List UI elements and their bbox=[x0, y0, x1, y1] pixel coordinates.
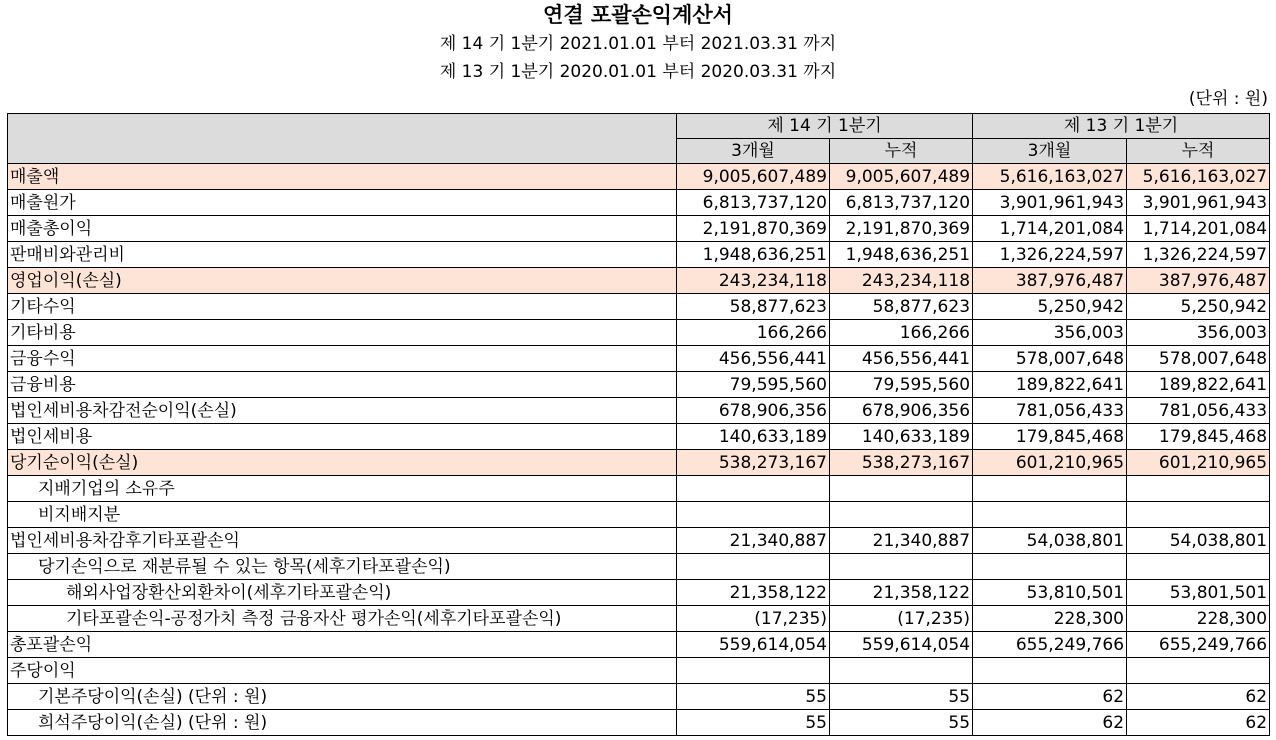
row-label: 주당이익 bbox=[8, 658, 677, 684]
header-account-cell bbox=[8, 114, 677, 164]
row-value: 62 bbox=[973, 710, 1127, 736]
row-value: 21,340,887 bbox=[677, 528, 830, 554]
row-value: 1,714,201,084 bbox=[1127, 216, 1270, 242]
row-value: 55 bbox=[830, 710, 973, 736]
row-value: 62 bbox=[1127, 710, 1270, 736]
row-value: 538,273,167 bbox=[677, 450, 830, 476]
row-value: 179,845,468 bbox=[973, 424, 1127, 450]
row-label: 희석주당이익(손실) (단위 : 원) bbox=[8, 710, 677, 736]
row-value: 456,556,441 bbox=[677, 346, 830, 372]
row-value: 678,906,356 bbox=[677, 398, 830, 424]
row-value: 3,901,961,943 bbox=[1127, 190, 1270, 216]
row-value: 53,801,501 bbox=[1127, 580, 1270, 606]
row-value: 243,234,118 bbox=[677, 268, 830, 294]
row-value: 6,813,737,120 bbox=[677, 190, 830, 216]
table-row bbox=[8, 268, 1270, 294]
table-row bbox=[8, 320, 1270, 346]
row-label: 지배기업의 소유주 bbox=[8, 476, 677, 502]
period-current: 제 14 기 1분기 2021.01.01 부터 2021.03.31 까지 bbox=[439, 34, 837, 54]
row-value: 5,616,163,027 bbox=[973, 164, 1127, 190]
row-label: 금융수익 bbox=[8, 346, 677, 372]
row-label: 비지배지분 bbox=[8, 502, 677, 528]
row-value: 228,300 bbox=[1127, 606, 1270, 632]
titles bbox=[0, 0, 1276, 86]
row-value: (17,235) bbox=[677, 606, 830, 632]
row-label: 기타비용 bbox=[8, 320, 677, 346]
row-value bbox=[1127, 658, 1270, 684]
statement-title: 연결 포괄손익계산서 bbox=[543, 3, 733, 27]
row-value: 54,038,801 bbox=[1127, 528, 1270, 554]
row-value: 3,901,961,943 bbox=[973, 190, 1127, 216]
row-value bbox=[677, 476, 830, 502]
row-value: 140,633,189 bbox=[677, 424, 830, 450]
row-value: 655,249,766 bbox=[1127, 632, 1270, 658]
header-prior-period: 제 13 기 1분기 bbox=[973, 114, 1270, 139]
header-current-three-months: 3개월 bbox=[677, 139, 830, 164]
table-row bbox=[8, 450, 1270, 476]
row-label: 기본주당이익(손실) (단위 : 원) bbox=[8, 684, 677, 710]
row-label: 영업이익(손실) bbox=[8, 268, 677, 294]
row-label: 법인세비용차감전순이익(손실) bbox=[8, 398, 677, 424]
table-row bbox=[8, 528, 1270, 554]
row-value: 189,822,641 bbox=[973, 372, 1127, 398]
row-label: 법인세비용 bbox=[8, 424, 677, 450]
row-value: 140,633,189 bbox=[830, 424, 973, 450]
header-current-cumulative: 누적 bbox=[830, 139, 973, 164]
table-row bbox=[8, 190, 1270, 216]
row-value: 655,249,766 bbox=[973, 632, 1127, 658]
row-label: 금융비용 bbox=[8, 372, 677, 398]
row-value: 62 bbox=[1127, 684, 1270, 710]
row-value: 55 bbox=[830, 684, 973, 710]
period-prior: 제 13 기 1분기 2020.01.01 부터 2020.03.31 까지 bbox=[439, 62, 837, 82]
row-value: 5,250,942 bbox=[1127, 294, 1270, 320]
row-value: 228,300 bbox=[973, 606, 1127, 632]
row-value: 55 bbox=[677, 684, 830, 710]
row-value: 79,595,560 bbox=[830, 372, 973, 398]
row-value: 538,273,167 bbox=[830, 450, 973, 476]
row-value: 678,906,356 bbox=[830, 398, 973, 424]
row-value bbox=[830, 554, 973, 580]
row-value: 62 bbox=[973, 684, 1127, 710]
row-value: 356,003 bbox=[973, 320, 1127, 346]
income-statement-table bbox=[7, 113, 1270, 736]
table-row bbox=[8, 606, 1270, 632]
header-row-periods bbox=[8, 114, 1270, 139]
row-value bbox=[1127, 476, 1270, 502]
row-value: 53,810,501 bbox=[973, 580, 1127, 606]
row-value bbox=[677, 502, 830, 528]
row-value: 356,003 bbox=[1127, 320, 1270, 346]
row-value: 578,007,648 bbox=[973, 346, 1127, 372]
table-row bbox=[8, 424, 1270, 450]
table-row bbox=[8, 164, 1270, 190]
row-value: 21,358,122 bbox=[677, 580, 830, 606]
row-value: 9,005,607,489 bbox=[830, 164, 973, 190]
table-row bbox=[8, 502, 1270, 528]
row-value: 1,326,224,597 bbox=[973, 242, 1127, 268]
table-row bbox=[8, 476, 1270, 502]
table-row bbox=[8, 294, 1270, 320]
row-value bbox=[973, 658, 1127, 684]
header-prior-cumulative: 누적 bbox=[1127, 139, 1270, 164]
row-value: 21,340,887 bbox=[830, 528, 973, 554]
row-value: (17,235) bbox=[830, 606, 973, 632]
row-value: 58,877,623 bbox=[830, 294, 973, 320]
row-value bbox=[677, 554, 830, 580]
header-current-period: 제 14 기 1분기 bbox=[677, 114, 973, 139]
row-label: 법인세비용차감후기타포괄손익 bbox=[8, 528, 677, 554]
row-value: 243,234,118 bbox=[830, 268, 973, 294]
row-label: 기타포괄손익-공정가치 측정 금융자산 평가손익(세후기타포괄손익) bbox=[8, 606, 677, 632]
row-value: 189,822,641 bbox=[1127, 372, 1270, 398]
table-row bbox=[8, 632, 1270, 658]
row-value bbox=[973, 502, 1127, 528]
row-value: 456,556,441 bbox=[830, 346, 973, 372]
row-value: 559,614,054 bbox=[677, 632, 830, 658]
row-value: 601,210,965 bbox=[973, 450, 1127, 476]
row-value: 1,326,224,597 bbox=[1127, 242, 1270, 268]
table-row bbox=[8, 554, 1270, 580]
row-label: 해외사업장환산외환차이(세후기타포괄손익) bbox=[8, 580, 677, 606]
row-value: 387,976,487 bbox=[973, 268, 1127, 294]
table-row bbox=[8, 684, 1270, 710]
row-label: 매출총이익 bbox=[8, 216, 677, 242]
table-row bbox=[8, 710, 1270, 736]
row-value bbox=[1127, 554, 1270, 580]
row-value bbox=[830, 658, 973, 684]
row-value: 79,595,560 bbox=[677, 372, 830, 398]
row-label: 매출원가 bbox=[8, 190, 677, 216]
table-row bbox=[8, 242, 1270, 268]
row-value: 781,056,433 bbox=[1127, 398, 1270, 424]
row-label: 당기순이익(손실) bbox=[8, 450, 677, 476]
row-value: 387,976,487 bbox=[1127, 268, 1270, 294]
row-value: 2,191,870,369 bbox=[830, 216, 973, 242]
row-value: 179,845,468 bbox=[1127, 424, 1270, 450]
row-label: 총포괄손익 bbox=[8, 632, 677, 658]
header-prior-three-months: 3개월 bbox=[973, 139, 1127, 164]
table-row bbox=[8, 346, 1270, 372]
row-label: 기타수익 bbox=[8, 294, 677, 320]
row-value bbox=[830, 476, 973, 502]
table-row bbox=[8, 398, 1270, 424]
table-row bbox=[8, 580, 1270, 606]
row-value: 578,007,648 bbox=[1127, 346, 1270, 372]
row-value bbox=[973, 554, 1127, 580]
row-value: 5,616,163,027 bbox=[1127, 164, 1270, 190]
row-value: 781,056,433 bbox=[973, 398, 1127, 424]
row-value bbox=[1127, 502, 1270, 528]
row-value: 5,250,942 bbox=[973, 294, 1127, 320]
row-value: 601,210,965 bbox=[1127, 450, 1270, 476]
row-value: 1,948,636,251 bbox=[830, 242, 973, 268]
row-value: 166,266 bbox=[830, 320, 973, 346]
row-label: 매출액 bbox=[8, 164, 677, 190]
row-value: 559,614,054 bbox=[830, 632, 973, 658]
row-value: 9,005,607,489 bbox=[677, 164, 830, 190]
row-label: 판매비와관리비 bbox=[8, 242, 677, 268]
row-value: 2,191,870,369 bbox=[677, 216, 830, 242]
row-value: 6,813,737,120 bbox=[830, 190, 973, 216]
unit-label: (단위 : 원) bbox=[1188, 89, 1268, 109]
row-value bbox=[973, 476, 1127, 502]
row-value: 21,358,122 bbox=[830, 580, 973, 606]
row-value: 1,714,201,084 bbox=[973, 216, 1127, 242]
row-value bbox=[677, 658, 830, 684]
row-value: 54,038,801 bbox=[973, 528, 1127, 554]
table-row bbox=[8, 216, 1270, 242]
row-value: 58,877,623 bbox=[677, 294, 830, 320]
row-value: 1,948,636,251 bbox=[677, 242, 830, 268]
table-row bbox=[8, 372, 1270, 398]
row-label: 당기손익으로 재분류될 수 있는 항목(세후기타포괄손익) bbox=[8, 554, 677, 580]
row-value: 166,266 bbox=[677, 320, 830, 346]
row-value bbox=[830, 502, 973, 528]
table-row bbox=[8, 658, 1270, 684]
row-value: 55 bbox=[677, 710, 830, 736]
